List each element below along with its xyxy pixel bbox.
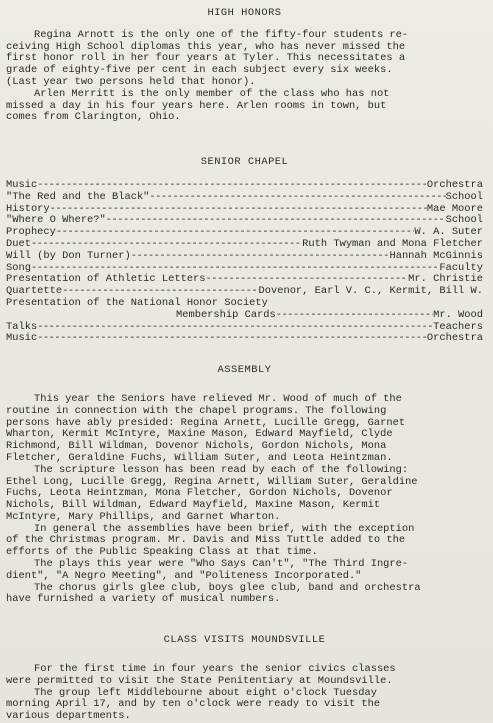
- class-visits-body: [6, 664, 483, 723]
- text-line: (Last year two persons held that honor).: [6, 75, 256, 88]
- text-line: of the Christmas program. Mr. Davis and Miss Tuttle added to the: [6, 534, 406, 547]
- program-item: Quartette: [6, 285, 63, 298]
- program-performer: Mr. Wood: [433, 308, 483, 321]
- program-row: [6, 239, 483, 251]
- leader-dots: [50, 204, 427, 216]
- text-line: have furnished a variety of musical numbers.: [6, 593, 281, 606]
- leader-dots: [37, 333, 427, 345]
- text-line: grade of eighty-five per cent in each subject every six weeks.: [6, 64, 393, 77]
- text-line: The chorus girls glee club, boys glee club, band and orchestra: [34, 581, 421, 594]
- assembly-body: [6, 394, 483, 606]
- text-line: various departments.: [6, 710, 131, 723]
- program-item: History: [6, 202, 50, 215]
- program-performer: Mr. Christie: [408, 273, 483, 286]
- text-line: Arlen Merritt is the only member of the class who has not: [34, 87, 390, 100]
- text-line: Richmond, Bill Wildman, Dovenor Nichols, Gordon Nichols, Mona: [6, 440, 387, 453]
- text-line: Fuchs, Leota Heintzman, Mona Fletcher, Gordon Nichols, Dovenor: [6, 487, 393, 500]
- text-line: were permitted to visit the State Penitentiary at Moundsville.: [6, 674, 393, 687]
- program-performer: Ruth Twyman and Mona Fletcher: [302, 237, 483, 250]
- program-row: [6, 333, 483, 345]
- program-item: Prophecy: [6, 226, 56, 239]
- program-performer: Dovenor, Earl V. C., Kermit, Bill W.: [258, 285, 483, 298]
- leader-dots: [276, 310, 433, 322]
- program-performer: School: [445, 190, 483, 203]
- text-line: comes from Clarington, Ohio.: [6, 111, 181, 124]
- text-line: Ethel Long, Lucille Gregg, Regina Arnett, William Suter, Geraldine: [6, 475, 418, 488]
- text-line: McIntyre, Mary Phillips, and Garnet Wharton.: [6, 510, 281, 523]
- text-line: Fletcher, Geraldine Fuchs, William Suter, and Leota Heintzman.: [6, 451, 393, 464]
- program-performer: Hannah McGinnis: [389, 249, 483, 262]
- program-performer: Faculty: [439, 261, 483, 274]
- program-performer: Mae Moore: [426, 202, 483, 215]
- text-line: Wharton, Kermit McIntyre, Maxine Mason, Edward Mayfield, Clyde: [6, 428, 393, 441]
- leader-dots: [37, 180, 427, 192]
- text-line: The group left Middlebourne about eight o'clock Tuesday: [34, 686, 377, 699]
- text-line: The plays this year were "Who Says Can't", "The Third Ingre-: [34, 558, 409, 571]
- text-line: Regina Arnott is the only one of the fifty-four students re-: [34, 28, 409, 41]
- program-row: [6, 180, 483, 192]
- text-line: persons have ably presided: Regina Arnett, Lucille Gregg, Garnet: [6, 416, 406, 429]
- program-row: [6, 298, 483, 310]
- text-line: morning April 17, and by ten o'clock were ready to visit the: [6, 698, 381, 711]
- class-visits-heading: CLASS VISITS MOUNDSVILLE: [163, 634, 326, 647]
- program-performer: Teachers: [433, 320, 483, 333]
- chapel-program: [6, 180, 483, 345]
- text-line: missed a day in his four years here. Arlen rooms in town, but: [6, 99, 387, 112]
- program-row: [6, 322, 483, 334]
- program-item: Music: [6, 178, 38, 191]
- program-item: "Where O Where?": [6, 214, 106, 227]
- program-item: Music: [6, 332, 38, 345]
- program-row: [6, 251, 483, 263]
- text-line: routine in connection with the chapel programs. The following: [6, 404, 387, 417]
- text-line: In general the assemblies have been brief, with the exception: [34, 522, 415, 535]
- high-honors-body: [6, 30, 483, 124]
- text-line: Nichols, Bill Wildman, Edward Mayfield, Maxine Mason, Kermit: [6, 499, 381, 512]
- leader-dots: [31, 239, 302, 251]
- program-row: [6, 215, 483, 227]
- leader-dots: [106, 215, 446, 227]
- program-row: [6, 192, 483, 204]
- program-performer: Orchestra: [426, 332, 483, 345]
- program-item: Talks: [6, 320, 38, 333]
- leader-dots: [131, 251, 390, 263]
- leader-dots: [149, 192, 445, 204]
- program-performer: W. A. Suter: [414, 226, 483, 239]
- text-line: ceiving High School diplomas this year, who has never missed the: [6, 40, 406, 53]
- program-performer: Orchestra: [426, 178, 483, 191]
- program-item: Duet: [6, 237, 31, 250]
- program-item: Will (by Don Turner): [6, 249, 131, 262]
- text-line: dient", "A Negro Meeting", and "Politeness Incorporated.": [6, 569, 362, 582]
- program-item: "The Red and the Black": [6, 190, 150, 203]
- text-line: The scripture lesson has been read by each of the following:: [34, 463, 409, 476]
- program-item: Membership Cards: [176, 308, 276, 321]
- text-line: efforts of the Public Speaking Class at that time.: [6, 546, 318, 559]
- high-honors-heading: HIGH HONORS: [207, 7, 282, 19]
- program-item: Presentation of the National Honor Society: [6, 296, 268, 309]
- senior-chapel-heading: SENIOR CHAPEL: [200, 156, 289, 169]
- text-line: first honor roll in her four years at Tyler. This necessitates a: [6, 52, 406, 65]
- text-line: For the first time in four years the senior civics classes: [34, 663, 396, 676]
- program-row: [6, 310, 483, 322]
- program-performer: School: [445, 214, 483, 227]
- text-line: This year the Seniors have relieved Mr. Wood of much of the: [34, 392, 402, 405]
- assembly-heading: ASSEMBLY: [217, 364, 272, 377]
- leader-dots: [37, 322, 433, 334]
- program-item: Presentation of Athletic Letters: [6, 273, 206, 286]
- program-item: Song: [6, 261, 31, 274]
